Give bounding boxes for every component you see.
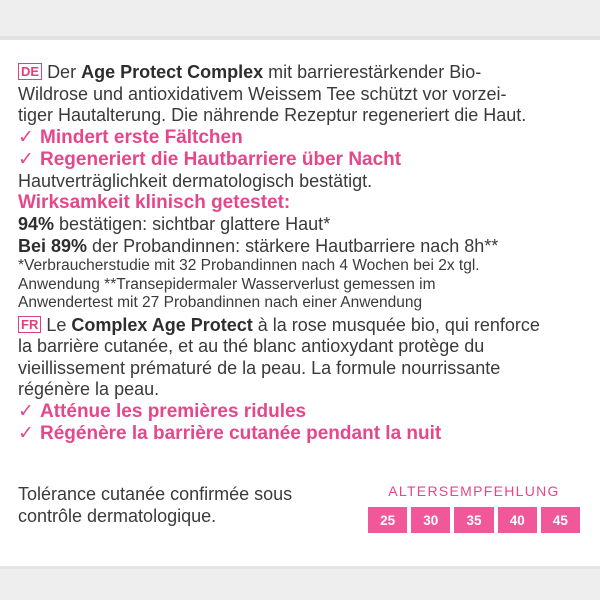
age-box-45: 45: [541, 507, 580, 533]
age-box-35: 35: [454, 507, 493, 533]
age-box-30: 30: [411, 507, 450, 533]
fr-tolerance-line-2: contrôle dermatologique.: [18, 505, 217, 526]
de-claim-1: [18, 127, 584, 149]
de-stat-2-value: Bei 89%: [18, 235, 88, 256]
fr-intro-post: à la rose musquée bio, qui renforce: [252, 314, 540, 335]
de-footnote-line-2: Anwendung **Transepidermaler Wasserverlust gemessen im: [18, 275, 436, 293]
age-boxes: [368, 507, 580, 533]
de-intro-post: mit barrierestärkender Bio-: [263, 62, 482, 82]
fr-tolerance-line-1: Tolérance cutanée confirmée sous: [18, 484, 293, 504]
de-claim-2: [18, 149, 584, 171]
fr-intro-pre: Le: [46, 314, 72, 335]
fr-claim-2: [18, 423, 584, 445]
fr-intro-line-1: [18, 315, 584, 337]
top-band: [0, 0, 600, 40]
de-stat-1-text: bestätigen: sichtbar glattere Haut*: [54, 214, 331, 234]
fr-tolerance: [18, 484, 358, 527]
age-box-40: 40: [498, 507, 537, 533]
language-tag-fr: FR: [18, 316, 41, 333]
check-icon: ✓: [18, 400, 34, 422]
de-footnote-line-3: Anwendertest mit 27 Probandinnen nach einer Anwendung: [18, 294, 423, 311]
age-recommendation-title: ALTERSEMPFEHLUNG: [388, 483, 560, 499]
fr-intro-line-4: régénère la peau.: [18, 379, 160, 399]
age-recommendation: [368, 483, 580, 533]
check-icon: ✓: [18, 422, 34, 444]
fr-intro-line-2: la barrière cutanée, et au thé blanc antioxydant protège du: [18, 336, 485, 356]
de-tolerance: Hautverträglichkeit dermatologisch bestätigt.: [18, 170, 373, 191]
check-icon: ✓: [18, 126, 34, 148]
de-intro-line-2: Wildrose und antioxidativem Weissem Tee schützt vor vorzei-: [18, 83, 507, 104]
de-footnote-line-1: *Verbraucherstudie mit 32 Probandinnen nach 4 Wochen bei 2x tgl.: [18, 257, 480, 274]
language-tag-de: DE: [18, 63, 42, 80]
de-stat-1-value: 94%: [18, 214, 55, 234]
clinical-heading: Wirksamkeit klinisch getestet:: [18, 192, 291, 213]
de-stat-2-text: der Probandinnen: stärkere Hautbarriere nach 8h**: [87, 235, 499, 256]
fr-claim-1: [18, 401, 584, 423]
bottom-band: [0, 566, 600, 600]
fr-claim-2-text: Régénère la barrière cutanée pendant la nuit: [40, 422, 442, 444]
product-name-de: Age Protect Complex: [81, 62, 264, 82]
product-text-panel: [18, 62, 584, 445]
de-claim-1-text: Mindert erste Fältchen: [40, 126, 243, 148]
de-intro-line-3: tiger Hautalterung. Die nährende Rezeptur regeneriert die Haut.: [18, 105, 527, 125]
age-box-25: 25: [368, 507, 407, 533]
fr-claim-1-text: Atténue les premières ridules: [40, 400, 307, 422]
de-stat-1: [18, 214, 584, 236]
check-icon: ✓: [18, 148, 34, 170]
de-claim-2-text: Regeneriert die Hautbarriere über Nacht: [40, 148, 402, 170]
de-intro-line-1: [18, 62, 584, 84]
de-stat-2: [18, 236, 584, 258]
fr-intro-line-3: vieillissement prématuré de la peau. La formule nourrissante: [18, 357, 501, 378]
product-name-fr: Complex Age Protect: [71, 314, 253, 335]
de-intro-pre: Der: [47, 62, 82, 82]
